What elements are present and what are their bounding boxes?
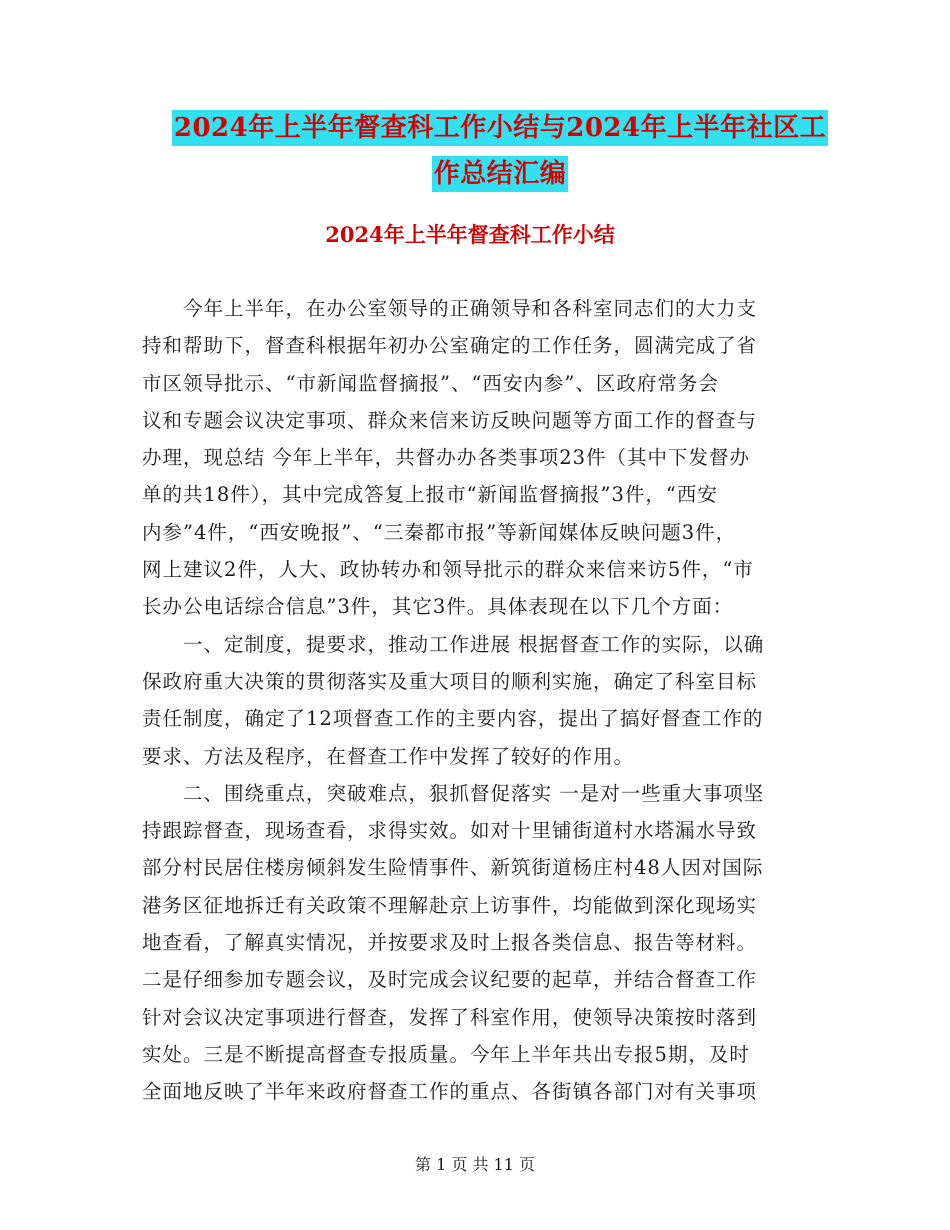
body-line: 今年上半年，在办公室领导的正确领导和各科室同志们的大力支	[183, 297, 758, 320]
body-line: 港务区征地拆迁有关政策不理解赴京上访事件，均能做到深化现场实	[142, 893, 758, 917]
title-line-1: 2024年上半年督查科工作小结与2024年上半年社区工	[172, 110, 828, 146]
body-line: 内参”4件，“西安晚报”、“三秦都市报”等新闻媒体反映问题3件，	[142, 520, 737, 544]
body-line: 长办公电话综合信息”3件，其它3件。具体表现在以下几个方面：	[142, 595, 734, 619]
body-line: 实处。三是不断提高督查专报质量。今年上半年共出专报5期，及时	[142, 1042, 750, 1066]
body-line: 一、定制度，提要求，推动工作进展 根据督查工作的实际，以确	[183, 632, 765, 656]
title-line-2: 作总结汇编	[432, 156, 569, 192]
body-line: 二是仔细参加专题会议，及时完成会议纪要的起草，并结合督查工作	[142, 968, 758, 992]
body-line: 全面地反映了半年来政府督查工作的重点、各街镇各部门对有关事项	[142, 1080, 758, 1104]
body-paragraphs	[142, 290, 812, 1111]
body-line: 保政府重大决策的贯彻落实及重大项目的顺利实施，确定了科室目标	[142, 669, 758, 693]
body-line: 二、围绕重点，突破难点，狠抓督促落实 一是对一些重大事项坚	[183, 781, 765, 805]
body-line: 持跟踪督查，现场查看，求得实效。如对十里铺街道村水塔漏水导致	[142, 819, 758, 843]
body-line: 办理，现总结 今年上半年，共督办办各类事项23件（其中下发督办	[142, 446, 751, 470]
body-line: 部分村民居住楼房倾斜发生险情事件、新筑街道杨庄村48人因对国际	[142, 856, 764, 880]
body-line: 针对会议决定事项进行督查，发挥了科室作用，使领导决策按时落到	[142, 1005, 758, 1029]
body-line: 议和专题会议决定事项、群众来信来访反映问题等方面工作的督查与	[142, 408, 758, 432]
body-line: 市区领导批示、“市新闻监督摘报”、“西安内参”、区政府常务会	[142, 371, 719, 395]
body-line: 地查看，了解真实情况，并按要求及时上报各类信息、报告等材料。	[142, 931, 758, 955]
body-line: 要求、方法及程序，在督查工作中发挥了较好的作用。	[142, 744, 635, 768]
body-line: 责任制度，确定了12项督查工作的主要内容，提出了搞好督查工作的	[142, 707, 764, 731]
body-line: 网上建议2件，人大、政协转办和领导批示的群众来信来访5件，“市	[142, 558, 754, 582]
body-line: 单的共18件），其中完成答复上报市“新闻监督摘报”3件，“西安	[142, 483, 718, 507]
page-number-footer: 第 1 页 共 11 页	[415, 1155, 535, 1174]
body-line: 持和帮助下，督查科根据年初办公室确定的工作任务，圆满完成了省	[142, 334, 758, 358]
document-title	[140, 110, 860, 192]
section-heading: 2024年上半年督查科工作小结	[325, 222, 615, 247]
